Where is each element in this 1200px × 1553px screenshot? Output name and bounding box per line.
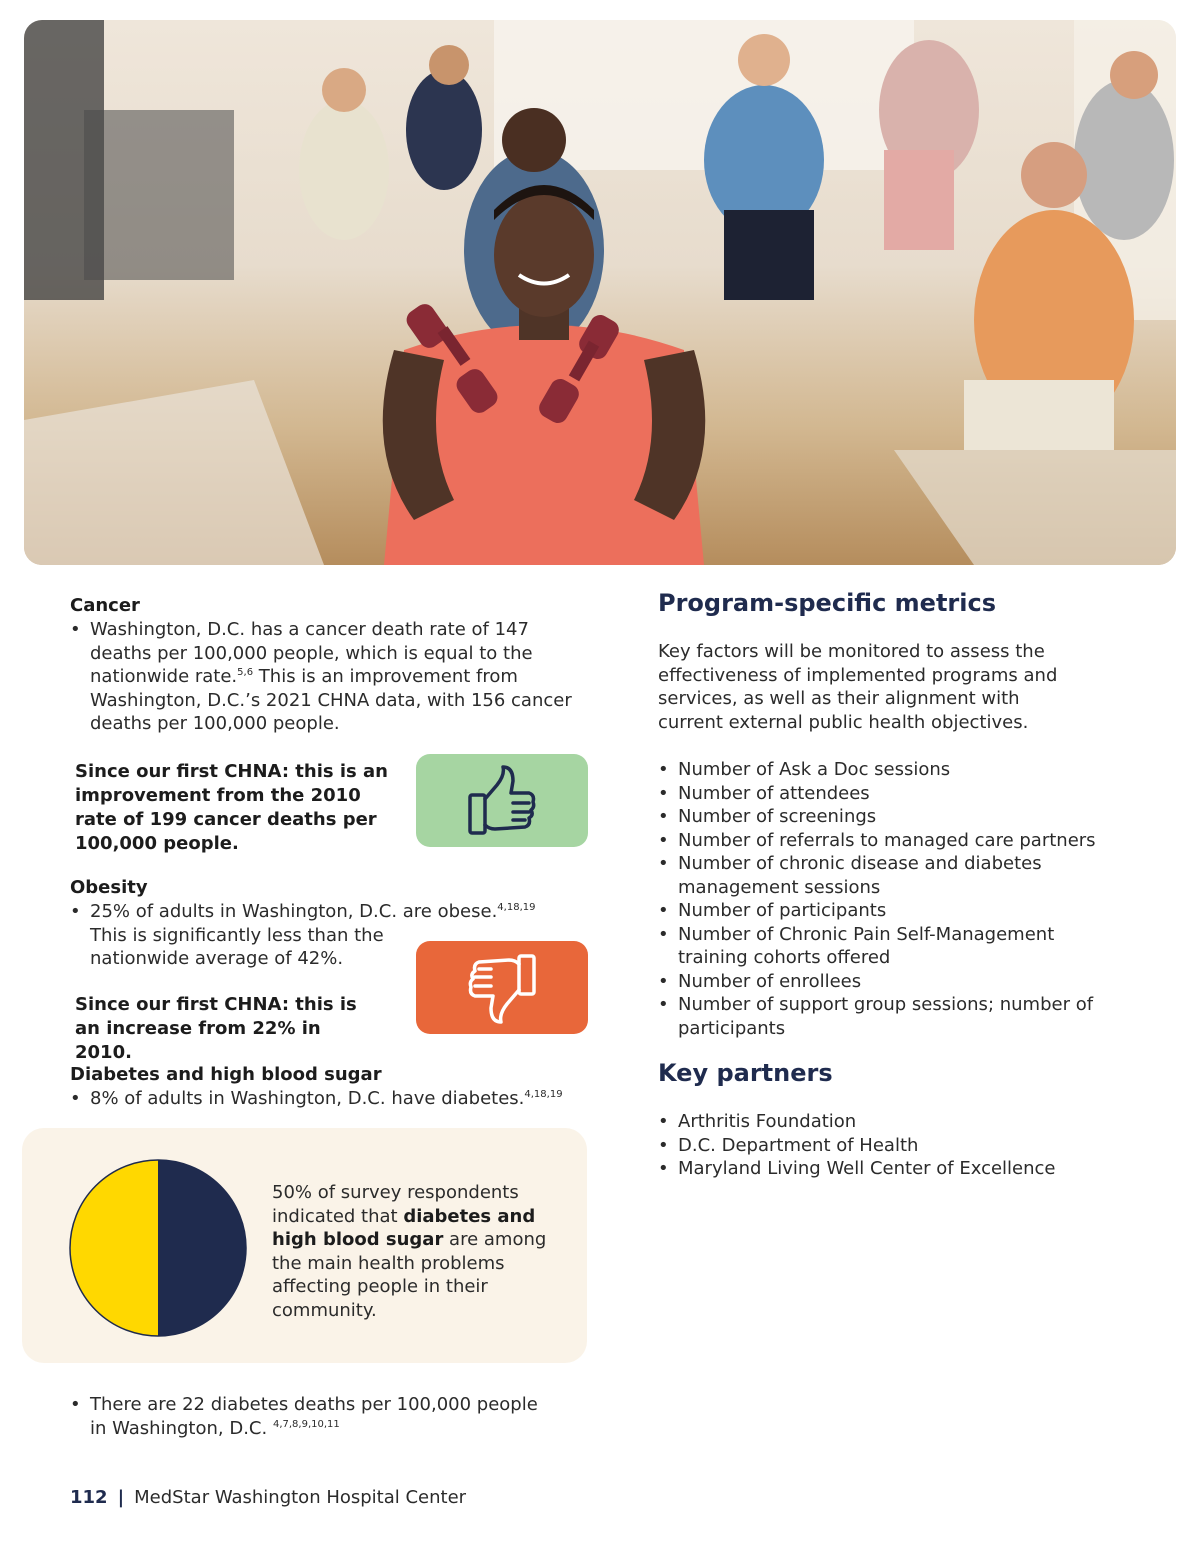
obesity-heading: Obesity xyxy=(70,877,148,898)
list-item: • Arthritis Foundation xyxy=(658,1110,1158,1134)
list-item: • 8% of adults in Washington, D.C. have diabetes.$^{4,18,19}$ xyxy=(70,1087,590,1111)
left-column xyxy=(70,594,590,736)
cancer-list xyxy=(70,618,590,736)
list-item: • Maryland Living Well Center of Excellence xyxy=(658,1157,1158,1181)
diabetes-heading: Diabetes and high blood sugar xyxy=(70,1064,382,1085)
obesity-list xyxy=(70,900,536,924)
cancer-trend-box xyxy=(416,754,588,847)
survey-stat-text: 50% of survey respondents indicated that diabetes and high blood sugar are among the main health problems affecting people in their community. xyxy=(272,1182,547,1321)
stat-emphasis: diabetes and high blood sugar xyxy=(272,1205,536,1250)
list-item: • Number of referrals to managed care partners xyxy=(658,829,1098,853)
metrics-intro: Key factors will be monitored to assess the effectiveness of implemented programs and services, as well as their alignment with current external public health objectives. xyxy=(658,641,1058,733)
footer-separator: | xyxy=(117,1487,125,1508)
citation: 5,6 xyxy=(237,667,254,678)
pie-chart xyxy=(68,1158,248,1338)
hero-photo xyxy=(24,20,1176,565)
pie-value-slice xyxy=(158,1160,246,1336)
partners-title: Key partners xyxy=(658,1059,833,1087)
list-item: • Number of enrollees xyxy=(658,970,1098,994)
page-number: 112 xyxy=(70,1487,108,1508)
fitness-class-illustration xyxy=(24,20,1176,565)
right-column xyxy=(658,588,1158,1181)
list-item: • Number of participants xyxy=(658,899,1098,923)
thumbs-down-icon xyxy=(467,952,537,1024)
footer-org: MedStar Washington Hospital Center xyxy=(134,1487,467,1508)
diabetes-list xyxy=(70,1087,590,1111)
list-item: • Number of attendees xyxy=(658,782,1098,806)
list-item: • Number of support group sessions; number of participants xyxy=(658,993,1098,1040)
thumbs-up-icon xyxy=(467,765,537,837)
citation: 4,18,19 xyxy=(497,902,536,913)
list-item: • Washington, D.C. has a cancer death rate of 147 deaths per 100,000 people, which is equal to the nationwide rate.$^{5,6}$ This is an improvement from Washington, D.C.’s 2021 CHNA data, with 156 cancer deaths per 100,000 people. xyxy=(70,618,590,736)
metrics-list xyxy=(658,758,1098,1040)
citation: 4,18,19 xyxy=(524,1089,563,1100)
list-item: • Number of Chronic Pain Self-Management training cohorts offered xyxy=(658,923,1098,970)
obesity-callout: Since our first CHNA: this is an increase from 22% in 2010. xyxy=(75,994,357,1063)
obesity-trend-box xyxy=(416,941,588,1034)
cancer-callout: Since our first CHNA: this is an improvement from the 2010 rate of 199 cancer deaths per 100,000 people. xyxy=(75,761,388,854)
partners-list xyxy=(658,1110,1158,1181)
page-footer xyxy=(70,1487,466,1508)
list-item: • 25% of adults in Washington, D.C. are obese.$^{4,18,19}$ xyxy=(70,900,550,924)
list-item: • Number of screenings xyxy=(658,805,1098,829)
obesity-bullet-continuation: This is significantly less than the nationwide average of 42%. xyxy=(90,924,384,969)
list-item: • D.C. Department of Health xyxy=(658,1134,1158,1158)
list-item: • There are 22 diabetes deaths per 100,000 people in Washington, D.C. $^{4,7,8,9,10,11}$ xyxy=(70,1393,550,1440)
cancer-heading: Cancer xyxy=(70,595,140,616)
list-item: • Number of chronic disease and diabetes management sessions xyxy=(658,852,1098,899)
diabetes-section xyxy=(70,1063,590,1111)
citation: 4,7,8,9,10,11 xyxy=(272,1418,340,1430)
metrics-title: Program-specific metrics xyxy=(658,589,996,617)
list-item: • Number of Ask a Doc sessions xyxy=(658,758,1098,782)
diabetes-deaths-list xyxy=(70,1393,550,1440)
